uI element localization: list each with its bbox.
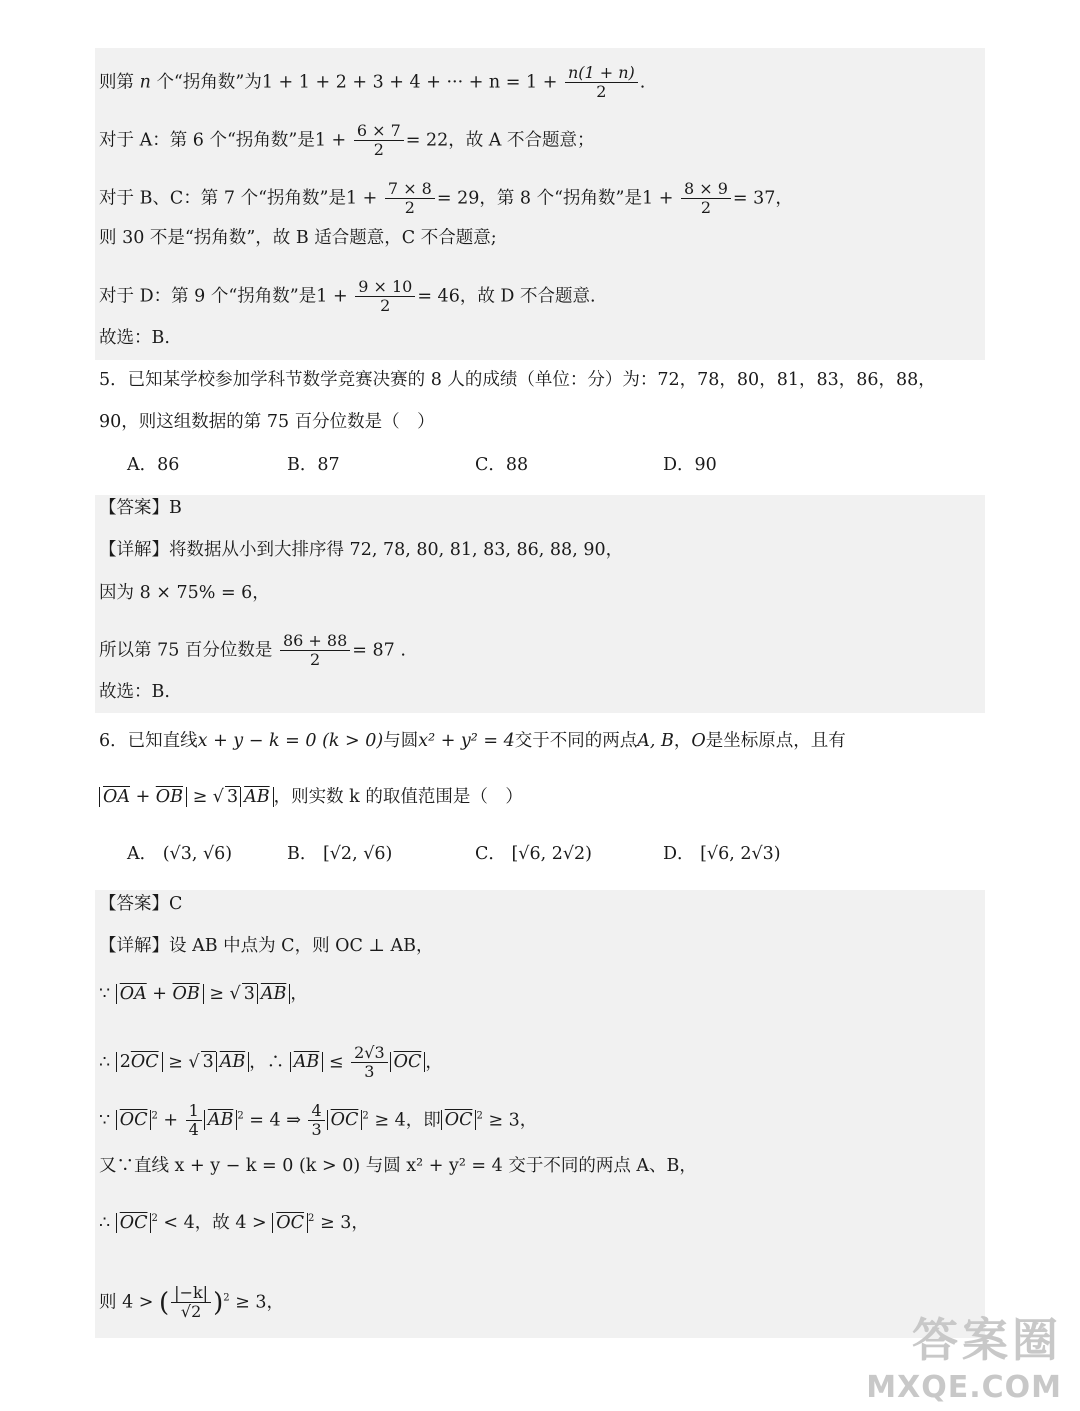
- question-5-text: 5．已知某学校参加学科节数学竞赛决赛的 8 人的成绩（单位：分）为：72，78，80，81，83，86，88，: [99, 370, 936, 390]
- fraction: $\frac{8 \times 9}{2}$: [681, 180, 731, 218]
- detail-line: ∵ $\overline{OA} + \overline{OB}$ ≥ √ 3 $\overline{AB}$ ，: [99, 984, 308, 1004]
- solution-block-5: [95, 495, 985, 713]
- option-c: C．88: [475, 455, 529, 475]
- fraction: $\frac{2√3}{3}$: [351, 1044, 388, 1082]
- detail-line: ∴ $\overline{OC}$ $^2$ < 4，故 $4 > \overline{OC}$ $^2$ ≥ 3，: [99, 1212, 369, 1233]
- solution-line: 对于 D：第 9 个“拐角数”是1 + $\frac{9 \times 10}{2}$ = 46，故 D 不合题意.: [99, 277, 596, 316]
- answer-label: 【答案】B: [99, 498, 182, 518]
- option-c: C． [√6, 2√2): [475, 844, 592, 864]
- detail-line: ∵ $\overline{OC}$ $^2$ + $\frac{1}{4}$ $\overline{AB}$ $^2$ = 4 ⇒ $\frac{4}{3}$ $\overline{OC}$ $^2$ ≥ 4，即 $\overline{OC}$ $^2$ ≥ 3，: [99, 1101, 538, 1140]
- vector-magnitude: $\overline{AB}$: [240, 787, 274, 807]
- fraction: $\frac{1}{4}$: [186, 1102, 202, 1140]
- solution-line: 故选：B.: [99, 328, 170, 348]
- option-b: B．87: [287, 455, 340, 475]
- watermark-logo: 答案圈 MXQE.COM: [866, 1313, 1062, 1405]
- fraction: $\frac{4}{3}$: [308, 1102, 324, 1140]
- detail-line: ∴ $2\overline{OC}$ ≥ √ 3 $\overline{AB}$ ，∴ $\overline{AB}$ ≤ $\frac{2√3}{3}$ $\overline{OC}$ ，: [99, 1043, 443, 1082]
- vector-magnitude: $\overline{OA} + \overline{OB}$: [99, 787, 187, 807]
- question-6-text: $\overline{OA} + \overline{OB}$ ≥ √ 3 $\overline{AB}$ ，则实数 k 的取值范围是（ ）: [99, 789, 523, 807]
- detail-line: 又∵直线 x + y − k = 0 (k > 0) 与圆 x² + y² = 4 交于不同的两点 A、B，: [99, 1156, 697, 1176]
- detail-line: 【详解】将数据从小到大排序得 72, 78, 80, 81, 83, 86, 88, 90，: [99, 540, 624, 560]
- detail-line: 故选：B.: [99, 682, 170, 702]
- solution-line: 对于 A：第 6 个“拐角数”是1 + $\frac{6 \times 7}{2}$ = 22，故 A 不合题意；: [99, 121, 595, 160]
- fraction: $\frac{n(1 + n)}{2}$: [565, 64, 638, 102]
- option-b: B． [√2, √6): [287, 844, 393, 864]
- option-d: D．90: [663, 455, 717, 475]
- detail-line: 因为 8 × 75% = 6，: [99, 583, 270, 603]
- solution-line: 则 30 不是“拐角数”，故 B 适合题意，C 不合题意;: [99, 228, 497, 248]
- solution-line: 对于 B、C：第 7 个“拐角数”是1 + $\frac{7 \times 8}{2}$ = 29，第 8 个“拐角数”是1 + $\frac{8 \times 9}{2}$ = 37，: [99, 179, 793, 218]
- answer-label: 【答案】C: [99, 894, 183, 914]
- question-6-text: 6．已知直线x + y − k = 0 (k > 0)与圆x² + y² = 4交于不同的两点A, B，O是坐标原点，且有: [99, 731, 846, 751]
- option-d: D． [√6, 2√3): [663, 844, 781, 864]
- fraction: $\frac{7 \times 8}{2}$: [385, 180, 435, 218]
- detail-line: 【详解】设 AB 中点为 C，则 OC ⊥ AB，: [99, 936, 434, 956]
- fraction: $\frac{|-k|}{√2}$: [171, 1284, 211, 1322]
- option-a: A． (√3, √6): [127, 844, 233, 864]
- fraction: $\frac{6 \times 7}{2}$: [354, 122, 404, 160]
- question-5-text: 90，则这组数据的第 75 百分位数是（ ）: [99, 412, 435, 432]
- option-a: A．86: [127, 455, 180, 475]
- detail-line: 所以第 75 百分位数是 $\frac{86 + 88}{2}$ = 87 .: [99, 631, 406, 670]
- fraction: $\frac{86 + 88}{2}$: [280, 632, 350, 670]
- detail-line: 则 4 > ( $\frac{|-k|}{√2}$ )$^2$ ≥ 3，: [99, 1283, 285, 1322]
- solution-line: 则第 n 个“拐角数”为1 + 1 + 2 + 3 + 4 + ··· + n = 1 + $\frac{n(1 + n)}{2}$ .: [99, 63, 646, 102]
- fraction: $\frac{9 \times 10}{2}$: [355, 278, 415, 316]
